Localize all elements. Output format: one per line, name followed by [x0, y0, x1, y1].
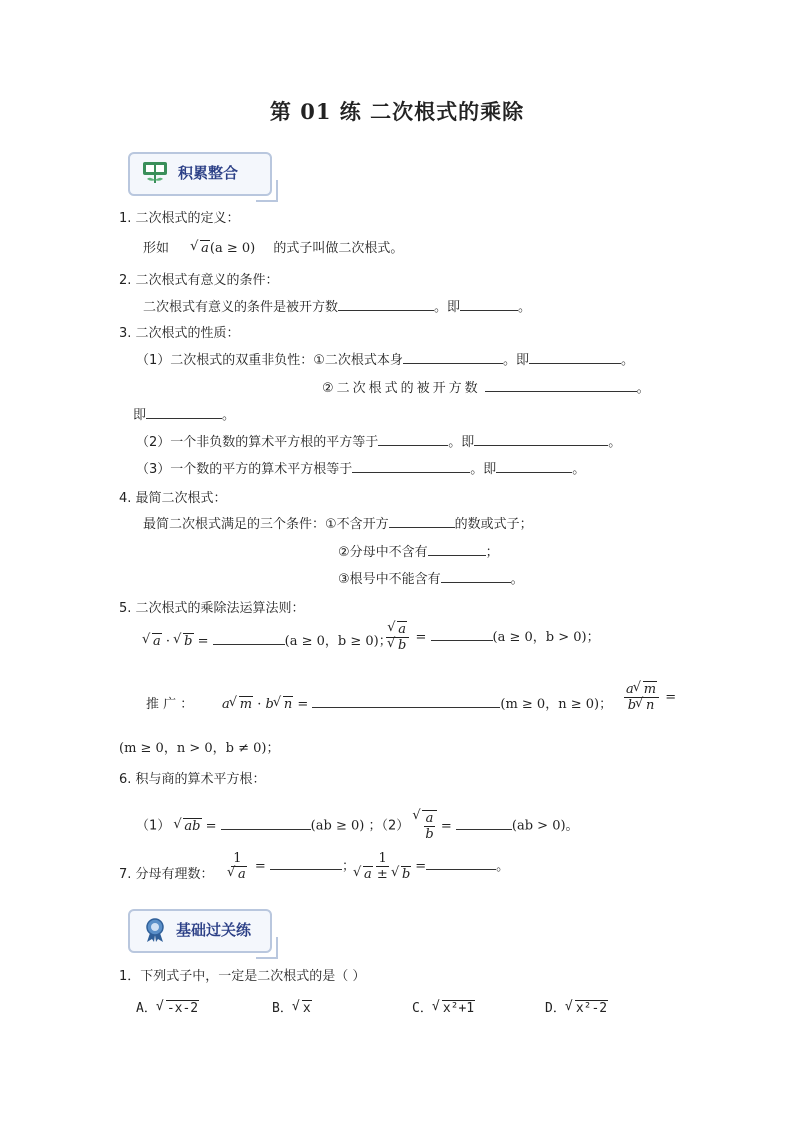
blank[interactable]: [312, 695, 500, 708]
q3-1-text-d: ②二次根式的被开方数: [322, 381, 481, 396]
q3-1-text-c: 。: [620, 353, 634, 368]
blank[interactable]: [474, 433, 608, 446]
blank[interactable]: [426, 857, 496, 870]
q3-1-third: [133, 404, 235, 423]
gen-cond: (m ≥ 0，n ≥ 0)；: [500, 697, 613, 712]
q3-2-text-c: 。: [608, 435, 622, 450]
q4-text-f: 。: [510, 572, 524, 587]
q3-3-text-a: （3）一个数的平方的算术平方根等于: [136, 462, 353, 477]
q7-heading: 7. 分母有理数：: [119, 867, 214, 882]
ab-cond: (ab ≥ 0): [310, 818, 365, 834]
q3-3-text-b: 。即: [470, 462, 497, 477]
blank[interactable]: [352, 460, 470, 473]
q3-heading: 3. 二次根式的性质：: [119, 326, 240, 341]
q4-condition-2: [338, 541, 499, 560]
q2-text-c: 。: [518, 300, 532, 315]
q5-divide-rule: √ a √ b = (a ≥ 0，b > 0)；: [384, 622, 600, 653]
q5-general-rule: a√ m · b√ n = (m ≥ 0，n ≥ 0)；: [222, 693, 612, 712]
cond-a: (a ≥ 0): [209, 241, 256, 256]
q3-3-text-c: 。: [572, 462, 586, 477]
q6-label-2: ；（2）: [368, 818, 410, 834]
q5-heading: 5. 二次根式的乘除法运算法则：: [119, 601, 305, 616]
q4-condition-3: [338, 568, 524, 587]
section-label: 基础过关练: [176, 921, 252, 939]
option-a-label: A．: [136, 1001, 157, 1016]
blank[interactable]: [213, 632, 285, 645]
q3-1-second: [322, 377, 653, 396]
q6-rules: （1） √ ab = (ab ≥ 0) ；（2） √ $\frac{a}{b}$ = (ab > 0)。: [136, 810, 579, 842]
blank[interactable]: [378, 433, 448, 446]
q3-1-text-f: 即: [133, 408, 147, 423]
medal-icon: [142, 917, 168, 943]
mul-cond: (a ≥ 0，b ≥ 0)；: [284, 634, 392, 649]
option-d-label: D．: [545, 1001, 566, 1016]
page-title: 第 01 练 二次根式的乘除: [269, 99, 525, 124]
q3-1-text-e: 。: [636, 381, 653, 396]
blank[interactable]: [221, 817, 311, 830]
q7-rationalize-1: 1 √ a = ；: [224, 851, 355, 882]
q2-heading: 2. 二次根式有意义的条件：: [119, 273, 279, 288]
option-b-expr: x: [302, 1001, 311, 1016]
q2-text-b: 。即: [434, 300, 461, 315]
section-label: 积累整合: [178, 164, 239, 182]
q3-3: [136, 458, 585, 477]
q3-2: [136, 431, 621, 450]
q1-heading: 1. 二次根式的定义：: [119, 211, 240, 226]
q5-general-cond: (m ≥ 0，n > 0，b ≠ 0)；: [119, 741, 280, 756]
q3-2-text-b: 。即: [448, 435, 475, 450]
blank[interactable]: [496, 460, 572, 473]
sqrt-a-formula: √ a(a ≥ 0): [191, 241, 255, 256]
q6-label-1: （1）: [136, 818, 171, 834]
blank[interactable]: [270, 857, 342, 870]
q4-text-a: 最简二次根式满足的三个条件：①不含开方: [143, 517, 389, 532]
q4-text-d: ；: [485, 545, 499, 560]
q4-condition-1: [143, 513, 533, 532]
mc-question: 1．下列式子中，一定是二次根式的是（ ）: [119, 969, 366, 984]
q3-1-text-b: 。即: [502, 353, 529, 368]
q1-text-a: 形如: [143, 241, 170, 256]
q3-2-text-a: （2）一个非负数的算术平方根的平方等于: [136, 435, 379, 450]
blank[interactable]: [529, 351, 621, 364]
q4-heading: 4. 最简二次根式：: [119, 491, 227, 506]
option-a[interactable]: [136, 997, 199, 1016]
q5-general-label: 推 广 ：: [146, 697, 194, 712]
q6-heading: 6. 积与商的算术平方根：: [119, 772, 266, 787]
q2-condition: [143, 296, 531, 315]
blank[interactable]: [456, 817, 512, 830]
option-c-expr: x²+1: [442, 1001, 475, 1016]
q4-text-e: ③根号中不能含有: [338, 572, 441, 587]
q2-text-a: 二次根式有意义的条件是被开方数: [143, 300, 339, 315]
blank[interactable]: [146, 406, 222, 419]
blank[interactable]: [338, 298, 434, 311]
option-a-expr: -x-2: [166, 1001, 199, 1016]
option-c-label: C．: [412, 1001, 433, 1016]
q5-general-divide: $\frac{a√ m}{b√ n}$ =: [622, 682, 676, 713]
option-b[interactable]: [272, 997, 312, 1016]
q4-text-b: 的数或式子；: [454, 517, 533, 532]
option-d-expr: x²-2: [575, 1001, 608, 1016]
option-b-label: B．: [272, 1001, 293, 1016]
q4-text-c: ②分母中不含有: [338, 545, 428, 560]
q7-rationalize-2: 1 √ a ± √ b = 。: [350, 851, 509, 882]
blank[interactable]: [431, 628, 493, 641]
q1-definition: [143, 237, 403, 256]
blank[interactable]: [460, 298, 518, 311]
blank[interactable]: [389, 515, 455, 528]
blank[interactable]: [441, 570, 511, 583]
div-cond: (a ≥ 0，b > 0)；: [492, 630, 600, 645]
option-c[interactable]: [412, 997, 475, 1016]
blank[interactable]: [428, 543, 486, 556]
section-badge-basic-practice: [128, 909, 274, 953]
q5-multiply-rule: √ a · √ b = (a ≥ 0，b ≥ 0)；: [143, 630, 392, 649]
q3-1-text-a: （1）二次根式的双重非负性：①二次根式本身: [136, 353, 403, 368]
blank[interactable]: [403, 351, 503, 364]
ab2-cond: (ab > 0)。: [511, 818, 579, 834]
book-plant-icon: [142, 161, 168, 185]
q1-text-b: 的式子叫做二次根式。: [273, 241, 404, 256]
blank[interactable]: [485, 379, 637, 392]
q3-1-text-g: 。: [222, 408, 236, 423]
q3-1: [136, 349, 634, 368]
section-badge-accumulate: [128, 152, 274, 196]
option-d[interactable]: [545, 997, 608, 1016]
